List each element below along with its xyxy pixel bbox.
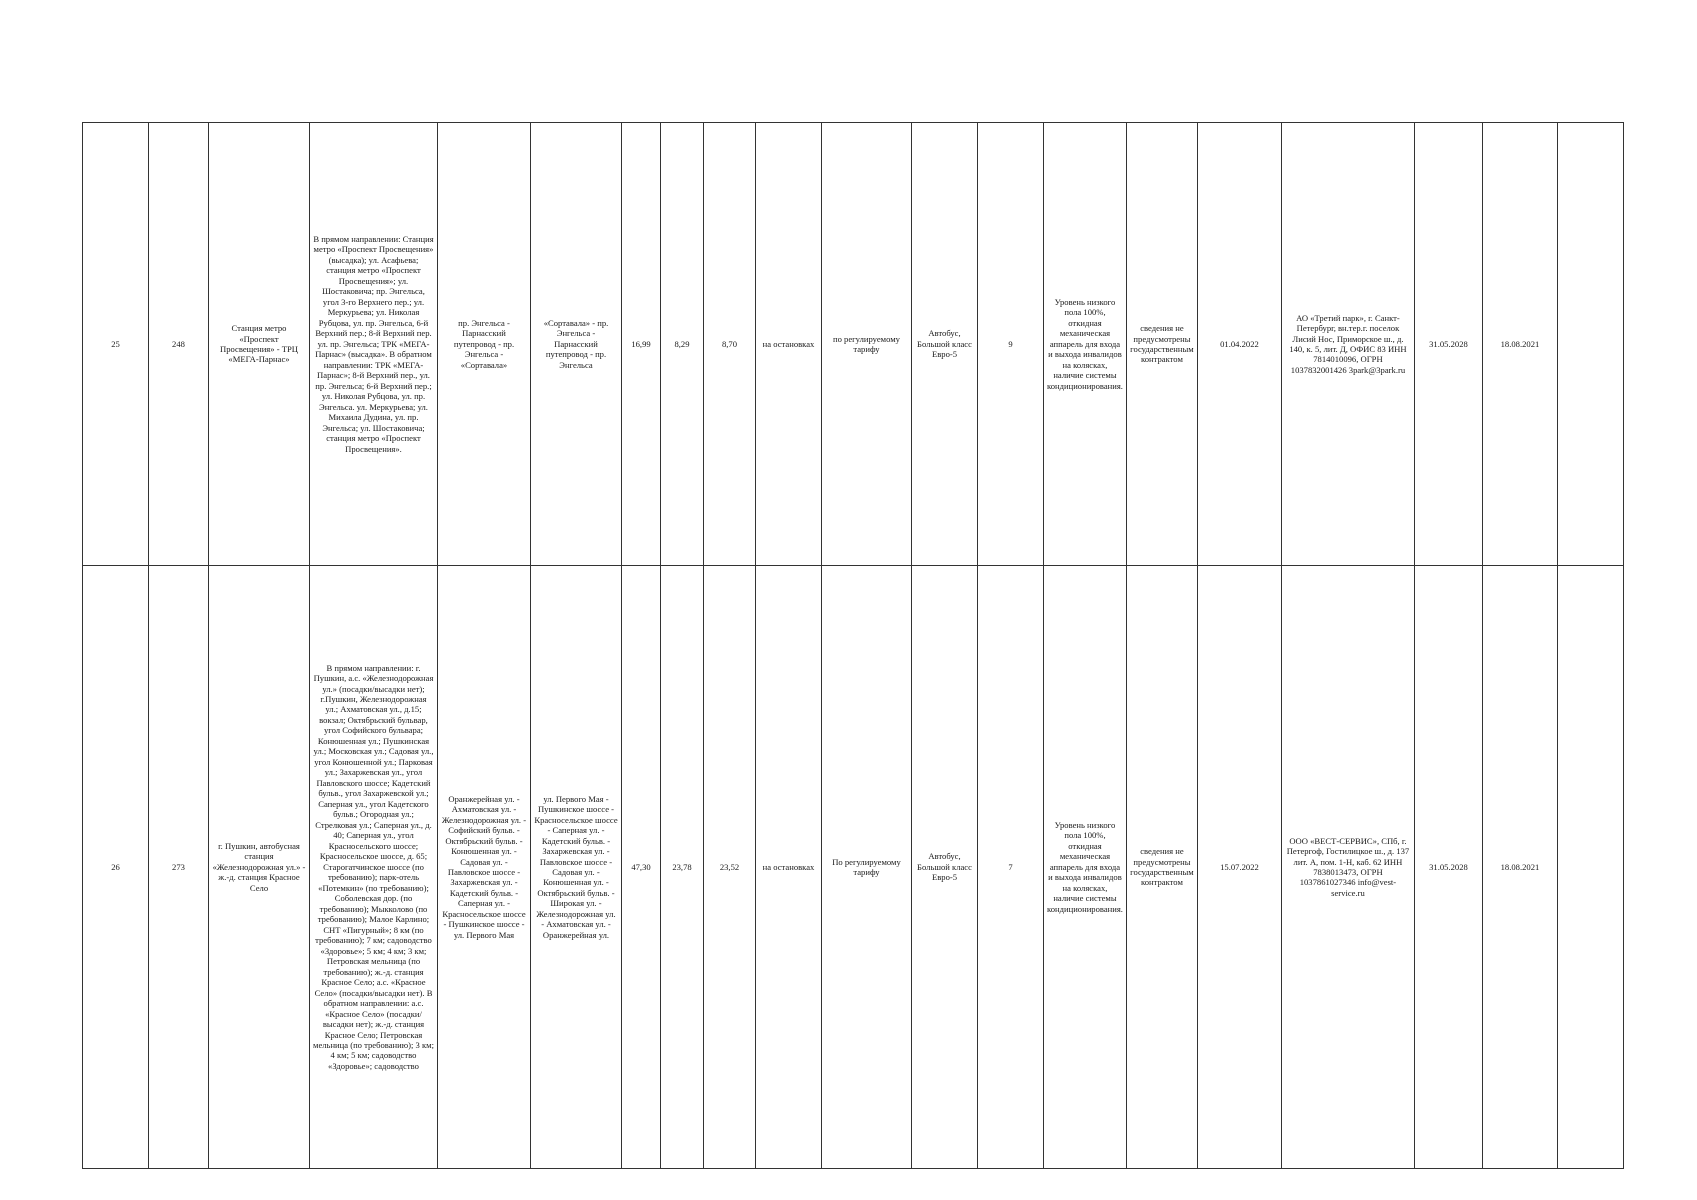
cell-vehicle: Автобус, Большой класс Евро-5 — [912, 566, 978, 1169]
cell-length-backward: 8,70 — [704, 123, 756, 566]
cell-stop-order: на остановках — [756, 123, 822, 566]
cell-carrier: АО «Третий парк», г. Санкт-Петербург, вн.тер.г. поселок Лисий Нос, Приморское ш., д. 140, к. 5, лит. Д, ОФИС 83 ИНН 7814010096, ОГРН 1037832001426 3park@3park.ru — [1281, 123, 1414, 566]
cell-length-total: 16,99 — [622, 123, 661, 566]
cell-stop-order: на остановках — [756, 566, 822, 1169]
cell-number: 26 — [83, 566, 149, 1169]
table-row — [83, 123, 1624, 566]
cell-streets-forward: Оранжерейная ул. - Ахматовская ул. - Железнодорожная ул. - Софийский бульв. - Октябрьский бульв. - Конюшенная ул. - Садовая ул. - Павловское шоссе - Захаржевская ул. - Кадетский бульв. - Саперная ул. - Красносельское шоссе - Пушкинское шоссе - ул. Первого Мая — [438, 566, 531, 1169]
cell-route-number: 273 — [149, 566, 209, 1169]
cell-contract-end: 31.05.2028 — [1414, 566, 1482, 1169]
cell-length-backward: 23,52 — [704, 566, 756, 1169]
cell-streets-backward: «Сортавала» - пр. Энгельса - Парнасский путепровод - пр. Энгельса — [531, 123, 622, 566]
cell-tariff: по регулируемому тарифу — [822, 123, 912, 566]
table-row — [83, 566, 1624, 1169]
cell-route-number: 248 — [149, 123, 209, 566]
cell-contract-date: 18.08.2021 — [1482, 566, 1557, 1169]
cell-characteristics: Уровень низкого пола 100%, откидная механическая аппарель для входа и выхода инвалидов на колясках, наличие системы кондиционирования. — [1044, 123, 1127, 566]
cell-start-date: 01.04.2022 — [1197, 123, 1281, 566]
cell-tariff: По регулируемому тарифу — [822, 566, 912, 1169]
cell-extra-info: сведения не предусмотрены государственным контрактом — [1126, 123, 1197, 566]
cell-carrier: ООО «ВЕСТ-СЕРВИС», СПб, г. Петергоф, Гостилицкое ш., д. 137 лит. А, пом. 1-Н, каб. 62 ИНН 7838013473, ОГРН 1037861027346 info@vest-service.ru — [1281, 566, 1414, 1169]
cell-contract-end: 31.05.2028 — [1414, 123, 1482, 566]
cell-last — [1557, 566, 1623, 1169]
cell-extra-info: сведения не предусмотрены государственным контрактом — [1126, 566, 1197, 1169]
cell-length-forward: 23,78 — [661, 566, 704, 1169]
cell-last — [1557, 123, 1623, 566]
cell-route-name: Станция метро «Проспект Просвещения» - ТРЦ «МЕГА-Парнас» — [209, 123, 310, 566]
cell-stops: В прямом направлении: г. Пушкин, а.с. «Железнодорожная ул.» (посадки/высадки нет); г.Пушкин, Железнодорожная ул.; Ахматовская ул., д.15; вокзал; Октябрьский бульвар, угол Софийского бульвара; Конюшенная ул.; Пушкинская ул.; Московская ул.; Садовая ул., угол Конюшенной ул.; Парковая ул.; Захаржевская ул., угол Павловского шоссе; Кадетский бульв., угол Захаржевской ул.; Саперная ул., угол Кадетского бульв.; Огородная ул.; Стрелковая ул.; Саперная ул., д. 40; Саперная ул., угол Красносельского шоссе; Красносельское шоссе, д. 65; Старогатчинское шоссе (по требованию); парк-отель «Потемкин» (по требованию); Соболевская дор. (по требованию); Мыкколово (по требованию); Малое Карлино; СНТ «Пигурный»; 8 км (по требованию); 7 км; садоводство «Здоровье»; 5 км; 4 км; 3 км; Петровская мельница (по требованию); ж.-д. станция Красное Село; а.с. «Красное Село» (посадки/высадки нет). В обратном направлении: а.с. «Красное Село» (посадки/высадки нет); ж.-д. станция Красное Село; Петровская мельница (по требованию); 3 км; 4 км; 5 км; садоводство «Здоровье»; садоводство — [310, 566, 438, 1169]
route-registry-table — [82, 122, 1624, 1169]
cell-vehicle-count: 9 — [978, 123, 1044, 566]
cell-vehicle: Автобус, Большой класс Евро-5 — [912, 123, 978, 566]
cell-number: 25 — [83, 123, 149, 566]
cell-streets-backward: ул. Первого Мая - Пушкинское шоссе - Красносельское шоссе - Саперная ул. - Кадетский бульв. - Захаржевская ул. - Павловское шоссе - Садовая ул. - Конюшенная ул. - Октябрьский бульв. - Широкая ул. - Железнодорожная ул. - Ахматовская ул. - Оранжерейная ул. — [531, 566, 622, 1169]
cell-start-date: 15.07.2022 — [1197, 566, 1281, 1169]
cell-length-forward: 8,29 — [661, 123, 704, 566]
cell-route-name: г. Пушкин, автобусная станция «Железнодорожная ул.» - ж.-д. станция Красное Село — [209, 566, 310, 1169]
cell-length-total: 47,30 — [622, 566, 661, 1169]
cell-stops: В прямом направлении: Станция метро «Проспект Просвещения» (высадка); ул. Асафьева; станция метро «Проспект Просвещения»; ул. Шостаковича; пр. Энгельса, угол 3-го Верхнего пер.; ул. Меркурьева; ул. Николая Рубцова, ул. пр. Энгельса, 6-й Верхний пер.; 8-й Верхний пер. ул. пр. Энгельса; ТРК «МЕГА-Парнас» (высадка». В обратном направлении: ТРК «МЕГА-Парнас»; 8-й Верхний пер., ул. пр. Энгельса; 6-й Верхний пер.; ул. Николая Рубцова, ул. пр. Энгельса. ул. Меркурьева; ул. Михаила Дудина, ул. пр. Энгельса; ул. Шостаковича; станция метро «Проспект Просвещения». — [310, 123, 438, 566]
cell-contract-date: 18.08.2021 — [1482, 123, 1557, 566]
cell-characteristics: Уровень низкого пола 100%, откидная механическая аппарель для входа и выхода инвалидов на колясках, наличие системы кондиционирования. — [1044, 566, 1127, 1169]
cell-vehicle-count: 7 — [978, 566, 1044, 1169]
cell-streets-forward: пр. Энгельса - Парнасский путепровод - пр. Энгельса - «Сортавала» — [438, 123, 531, 566]
